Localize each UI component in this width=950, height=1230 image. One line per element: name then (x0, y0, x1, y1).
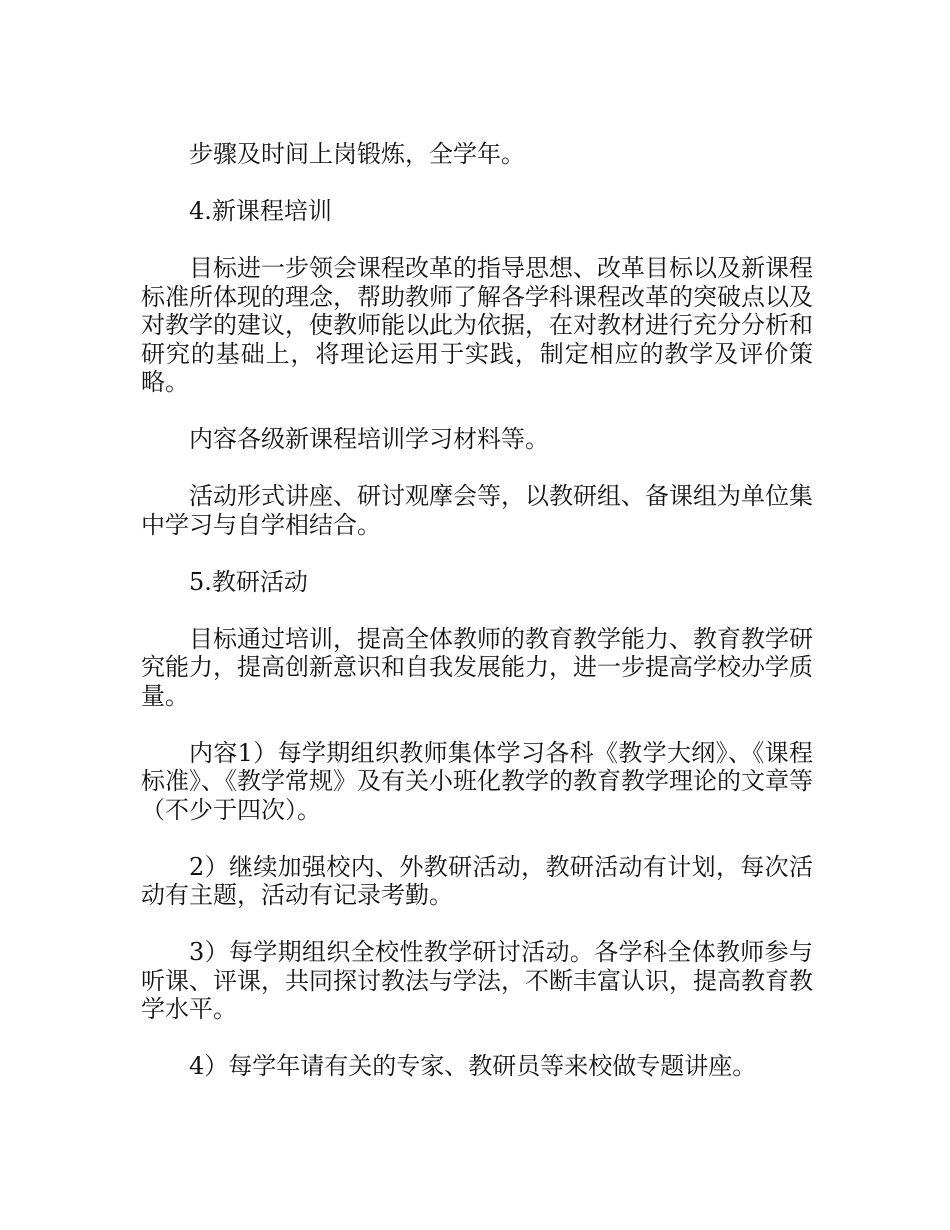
section-heading-new-curriculum-training: 4.新课程培训 (189, 197, 332, 225)
paragraph-training-format: 活动形式讲座、研讨观摩会等，以教研组、备课组为单位集中学习与自学相结合。 (141, 482, 813, 539)
paragraph-training-goal: 目标进一步领会课程改革的指导思想、改革目标以及新课程标准所体现的理念，帮助教师了解各学科课程改革的突破点以及对教学的建议，使教师能以此为依据，在对教材进行充分分析和研究的基础上，将理论运用于实践，制定相应的教学及评价策略。 (141, 254, 813, 396)
paragraph-continuation: 步骤及时间上岗锻炼，全学年。 (189, 140, 525, 168)
paragraph-research-content-3: 3）每学期组织全校性教学研讨活动。各学科全体教师参与听课、评课，共同探讨教法与学法，不断丰富认识，提高教育教学水平。 (141, 938, 813, 1023)
document-body (141, 140, 813, 1109)
paragraph-research-content-4: 4）每学年请有关的专家、教研员等来校做专题讲座。 (189, 1052, 757, 1080)
paragraph-research-goal: 目标通过培训，提高全体教师的教育教学能力、教育教学研究能力，提高创新意识和自我发展能力，进一步提高学校办学质量。 (141, 624, 813, 710)
paragraph-training-content: 内容各级新课程培训学习材料等。 (189, 425, 549, 453)
paragraph-research-content-1: 内容1）每学期组织教师集体学习各科《教学大纲》、《课程标准》、《教学常规》及有关小班化教学的教育教学理论的文章等（不少于四次）。 (141, 738, 813, 824)
paragraph-research-content-2: 2）继续加强校内、外教研活动，教研活动有计划，每次活动有主题，活动有记录考勤。 (141, 852, 813, 909)
section-heading-teaching-research: 5.教研活动 (189, 567, 308, 596)
